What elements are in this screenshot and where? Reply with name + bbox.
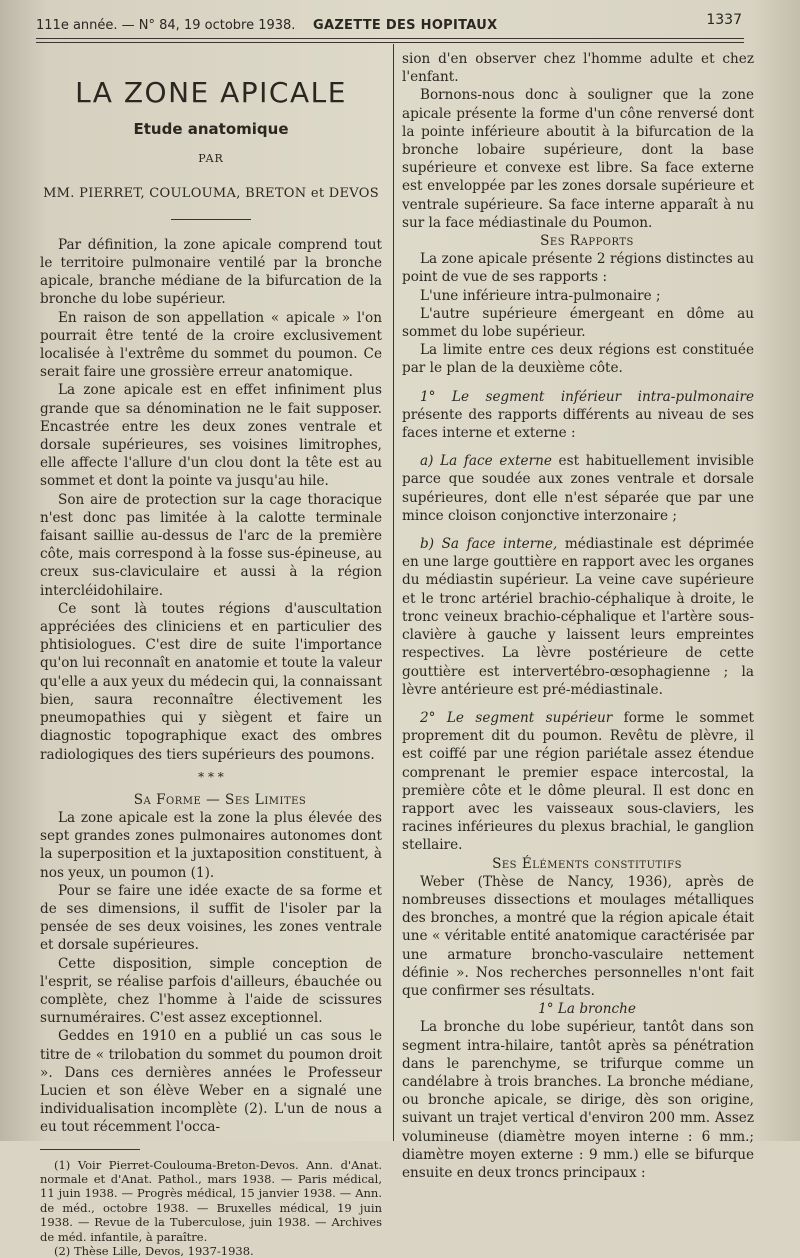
paragraph-segment-superieur [402, 709, 754, 855]
paragraph: La zone apicale est la zone la plus élevée des sept grandes zones pulmonaires autonomes dont la superposition et la juxtaposition constituent, à nos yeux, un poumon (1). [40, 809, 382, 881]
article-authors: MM. PIERRET, COULOUMA, BRETON et DEVOS [43, 185, 379, 201]
left-column [40, 50, 382, 1258]
paragraph-segment-inferieur [402, 388, 754, 443]
face-text: est habituellement invisible parce que soudée aux zones ventrale et dorsale supérieures, dont elle n'est séparée que par une mince cloison conjonctive interzonaire ; [402, 453, 754, 524]
paragraph: Ce sont là toutes régions d'auscultation appréciées des cliniciens et en particulier des phtisiologues. C'est dire de suite l'importance qu'on lui reconnaît en anatomie et toute la valeur qu'elle a aux yeux du médecin qui, la connaissant bien, saura reconnaître électivement les pneumopathies qui y siègent et faire un diagnostic topographique exact des ombres radiologiques des tiers supérieurs des poumons. [40, 600, 382, 763]
column-divider [393, 44, 394, 1141]
paragraph: Bornons-nous donc à souligner que la zone apicale présente la forme d'un cône renversé dont la pointe inférieure aboutit à la bifurcation de la bronche lobaire supérieure, dont la base supérieure et convexe est libre. Sa face externe est enveloppée par les zones dorsale supérieure et ventrale supérieure. Sa face interne apparaît à nu sur la face médiastinale du Poumon. [402, 87, 754, 231]
paragraph: Par définition, la zone apicale comprend tout le territoire pulmonaire ventilé par la bronche apicale, branche médiane de la bifurcation de la bronche du lobe supérieur. [40, 236, 382, 308]
face-text: médiastinale est déprimée en une large gouttière en rapport avec les organes du médiastin supérieur. La veine cave supérieure et le tronc artériel brachio-céphalique à droite, le tronc veineux brachio-céphalique et l'artère sous-clavière à gauche y laissent leurs empreintes respectives. La lèvre postérieure de cette gouttière est intervertébro-œsophagienne ; la lèvre antérieure est pré-médiastinale. [402, 536, 754, 698]
title-rule [171, 219, 251, 220]
paragraph: La zone apicale est en effet infiniment plus grande que sa dénomination ne le fait supposer. Encastrée entre les deux zones ventrale et dorsale supérieures, ses voisines limitrophes, elle affecte l'allure d'un clou dont la tête est au sommet et dont la pointe va jusqu'au hile. [40, 382, 382, 490]
article-subtitle: Etude anatomique [133, 120, 289, 139]
header-rule-top [36, 38, 744, 39]
paragraph-face-externe [402, 452, 754, 525]
section-heading-elements: Ses Éléments constitutifs [492, 855, 682, 872]
article-title: LA ZONE APICALE [75, 76, 347, 109]
paragraph: Pour se faire une idée exacte de sa forme et de ses dimensions, il suffit de l'isoler par la pensée de ses deux voisines, les zones ventrale et dorsale supérieures. [40, 882, 382, 954]
paragraph: Cette disposition, simple conception de l'esprit, se réalise parfois d'ailleurs, ébauchée ou complète, chez l'homme à l'aide de scissures surnuméraires. C'est assez exceptionnel. [40, 955, 382, 1027]
byline-prefix: PAR [198, 152, 224, 166]
paragraph: En raison de son appellation « apicale » l'on pourrait être tenté de la croire exclusivement localisée à l'extrême du sommet du poumon. Ce serait faire une grossière erreur anatomique. [40, 309, 382, 381]
footnote: (1) Voir Pierret-Coulouma-Breton-Devos. Ann. d'Anat. normale et d'Anat. Pathol., mars 1938. — Paris médical, 11 juin 1938. — Progrès médical, 15 janvier 1938. — Ann. de méd., octobre 1938. — Bruxelles médical, 19 juin 1938. — Revue de la Tuberculose, juin 1938. — Archives de méd. infantile, à paraître. [40, 1157, 382, 1244]
footnotes [40, 1158, 382, 1258]
segment-text: forme le sommet proprement dit du poumon. Revêtu de plèvre, il est coiffé par une région pariétale assez étendue comprenant le premier espace intercostal, la première côte et le dôme pleural. Il est donc en rapport avec les vaisseaux sous-claviers, les racines inférieures du plexus brachial, le ganglion stellaire. [402, 709, 754, 854]
section-heading-rapports: Ses Rapports [540, 233, 634, 250]
paragraph: La zone apicale présente 2 régions distinctes au point de vue de ses rapports : [402, 251, 754, 286]
issue-info: 111e année. — N° 84, 19 octobre 1938. [36, 18, 296, 33]
header-rule-bottom [36, 42, 744, 43]
segment-text: présente des rapports différents au niveau de ses faces interne et externe : [402, 406, 754, 442]
paragraph: L'une inférieure intra-pulmonaire ; [420, 287, 661, 304]
right-column [402, 50, 754, 1182]
section-heading-forme: Sa Forme — Ses Limites [133, 791, 307, 808]
paragraph-face-interne [402, 535, 754, 699]
journal-name: GAZETTE DES HOPITAUX [313, 18, 498, 33]
face-lead: b) Sa face interne, [420, 536, 558, 553]
face-lead: a) La face externe [420, 453, 552, 470]
paragraph: Weber (Thèse de Nancy, 1936), après de nombreuses dissections et moulages métalliques des bronches, a montré que la région apicale était une « véritable entité anatomique caractérisée par une armature broncho-vasculaire nettement définie ». Nos recherches personnelles n'ont fait que confirmer ses résultats. [402, 873, 754, 999]
paragraph: La limite entre ces deux régions est constituée par le plan de la deuxième côte. [402, 342, 754, 377]
section-separator: * * * [198, 769, 224, 784]
running-header [36, 10, 742, 36]
paragraph: La bronche du lobe supérieur, tantôt dans son segment intra-hilaire, tantôt après sa pénétration dans le parenchyme, se trifurque comme un candélabre à trois branches. La bronche médiane, ou bronche apicale, se dirige, dès son origine, suivant un trajet vertical d'environ 200 mm. Assez volumineuse (diamètre moyen interne : 6 mm.; diamètre moyen externe : 9 mm.) elle se bifurque ensuite en deux troncs principaux : [402, 1019, 754, 1181]
subsection-heading-bronche: 1° La bronche [538, 1001, 636, 1018]
paragraph-continuation: sion d'en observer chez l'homme adulte et chez l'enfant. [402, 51, 754, 86]
paragraph: L'autre supérieure émergeant en dôme au sommet du lobe supérieur. [402, 305, 754, 341]
segment-lead: 1° Le segment inférieur intra-pulmonaire [420, 388, 754, 405]
paragraph: Geddes en 1910 en a publié un cas sous le titre de « trilobation du sommet du poumon droit ». Dans ces dernières années le Professeur Lucien et son élève Weber en a signalé une individualisation incomplète (2). L'un de nous a eu tout récemment l'occa- [40, 1028, 382, 1136]
segment-lead: 2° Le segment supérieur [420, 709, 613, 726]
footnote-rule [40, 1149, 140, 1150]
footnote: (2) Thèse Lille, Devos, 1937-1938. [54, 1244, 254, 1258]
page-number: 1337 [706, 12, 742, 28]
paragraph: Son aire de protection sur la cage thoracique n'est donc pas limitée à la calotte terminale faisant saillie au-dessus de l'arc de la première côte, mais correspond à la fosse sus-épineuse, au creux sus-claviculaire et aussi à la région intercléidohilaire. [40, 491, 382, 599]
